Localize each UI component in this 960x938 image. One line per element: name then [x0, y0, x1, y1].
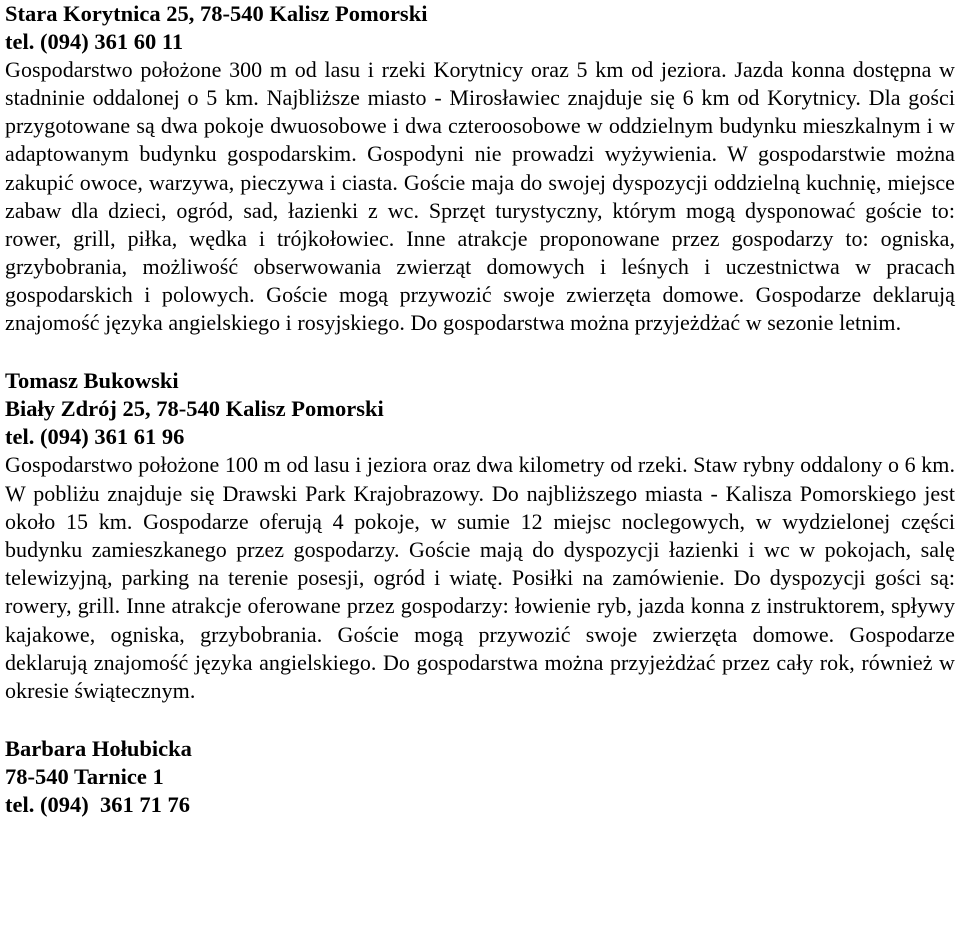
- listing-phone: tel. (094) 361 61 96: [5, 424, 185, 450]
- document-page: [5, 0, 955, 820]
- listing-phone: tel. (094) 361 60 11: [5, 29, 184, 55]
- section-spacer: [5, 705, 955, 735]
- listing-phone: tel. (094) 361 71 76: [5, 792, 190, 818]
- listing-address: 78-540 Tarnice 1: [5, 764, 164, 790]
- section-spacer: [5, 337, 955, 367]
- listing-address: Biały Zdrój 25, 78-540 Kalisz Pomorski: [5, 396, 384, 422]
- listing-tomasz-bukowski: [5, 367, 955, 705]
- listing-stara-korytnica: [5, 0, 955, 337]
- listing-description: Gospodarstwo położone 300 m od lasu i rzeki Korytnicy oraz 5 km od jeziora. Jazda konna dostępna w stadninie oddalonej o 5 km. Najbliższe miasto - Mirosławiec znajduje się 6 km od Korytnicy. Dla gości przygotowane są dwa pokoje dwuosobowe i dwa czteroosobowe w oddzielnym budynku mieszkalnym i w adaptowanym budynku gospodarskim. Gospodyni nie prowadzi wyżywienia. W gospodarstwie można zakupić owoce, warzywa, pieczywa i ciasta. Goście maja do swojej dyspozycji oddzielną kuchnię, miejsce zabaw dla dzieci, ogród, sad, łazienki z wc. Sprzęt turystyczny, którym mogą dysponować goście to: rower, grill, piłka, wędka i trójkołowiec. Inne atrakcje proponowane przez gospodarzy to: ogniska, grzybobrania, możliwość obserwowania zwierząt domowych i leśnych i uczestnictwa w pracach gospodarskich i polowych. Goście mogą przywozić swoje zwierzęta domowe. Gospodarze deklarują znajomość języka angielskiego i rosyjskiego. Do gospodarstwa można przyjeżdżać w sezonie letnim.: [5, 57, 955, 336]
- listing-owner-name: Barbara Hołubicka: [5, 736, 192, 762]
- listing-address: Stara Korytnica 25, 78-540 Kalisz Pomorski: [5, 1, 428, 26]
- listing-owner-name: Tomasz Bukowski: [5, 368, 179, 394]
- listing-barbara-holubicka: [5, 735, 955, 819]
- listing-description: Gospodarstwo położone 100 m od lasu i jeziora oraz dwa kilometry od rzeki. Staw rybny oddalony o 6 km. W pobliżu znajduje się Drawski Park Krajobrazowy. Do najbliższego miasta - Kalisza Pomorskiego jest około 15 km. Gospodarze oferują 4 pokoje, w sumie 12 miejsc noclegowych, w wydzielonej części budynku zamieszkanego przez gospodarzy. Goście mają do dyspozycji łazienki i wc w pokojach, salę telewizyjną, parking na terenie posesji, ogród i wiatę. Posiłki na zamówienie. Do dyspozycji gości są: rowery, grill. Inne atrakcje oferowane przez gospodarzy: łowienie ryb, jazda konna z instruktorem, spływy kajakowe, ogniska, grzybobrania. Goście mogą przywozić swoje zwierzęta domowe. Gospodarze deklarują znajomość języka angielskiego. Do gospodarstwa można przyjeżdżać przez cały rok, również w okresie świątecznym.: [5, 452, 955, 704]
